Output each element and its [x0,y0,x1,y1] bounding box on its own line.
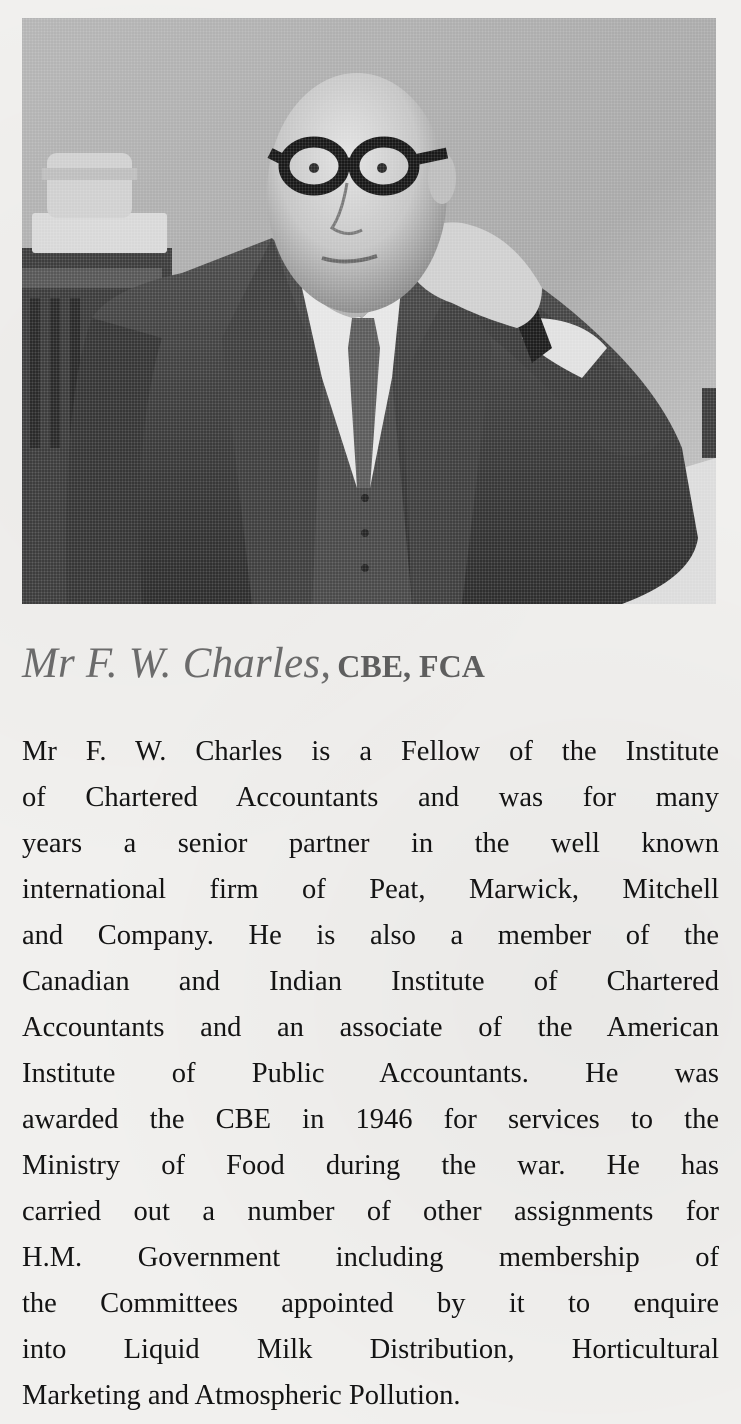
bio-line: Ministry of Food during the war. He has [22,1150,719,1181]
bio-line: Canadian and Indian Institute of Chartered [22,966,719,997]
bio-line: years a senior partner in the well known [22,828,719,859]
bio-line: H.M. Government including membership of [22,1242,719,1273]
bio-line: Accountants and an associate of the American [22,1012,719,1043]
person-honours: CBE, FCA [337,648,485,684]
bio-line: Institute of Public Accountants. He was [22,1058,719,1089]
bio-line: and Company. He is also a member of the [22,920,719,951]
portrait-photo [22,18,716,604]
bio-line: Mr F. W. Charles is a Fellow of the Institute [22,736,719,767]
bio-line: carried out a number of other assignments for [22,1196,719,1227]
biography-paragraph [22,729,719,1419]
bio-line: Marketing and Atmospheric Pollution. [22,1380,461,1411]
bio-line: into Liquid Milk Distribution, Horticultural [22,1334,719,1365]
person-name: Mr F. W. Charles, [22,640,332,687]
bio-line: the Committees appointed by it to enquire [22,1288,719,1319]
person-heading [22,638,722,699]
bio-line: awarded the CBE in 1946 for services to the [22,1104,719,1135]
bio-line: international firm of Peat, Marwick, Mitchell [22,874,719,905]
bio-line: of Chartered Accountants and was for many [22,782,719,813]
portrait-illustration [22,18,716,604]
